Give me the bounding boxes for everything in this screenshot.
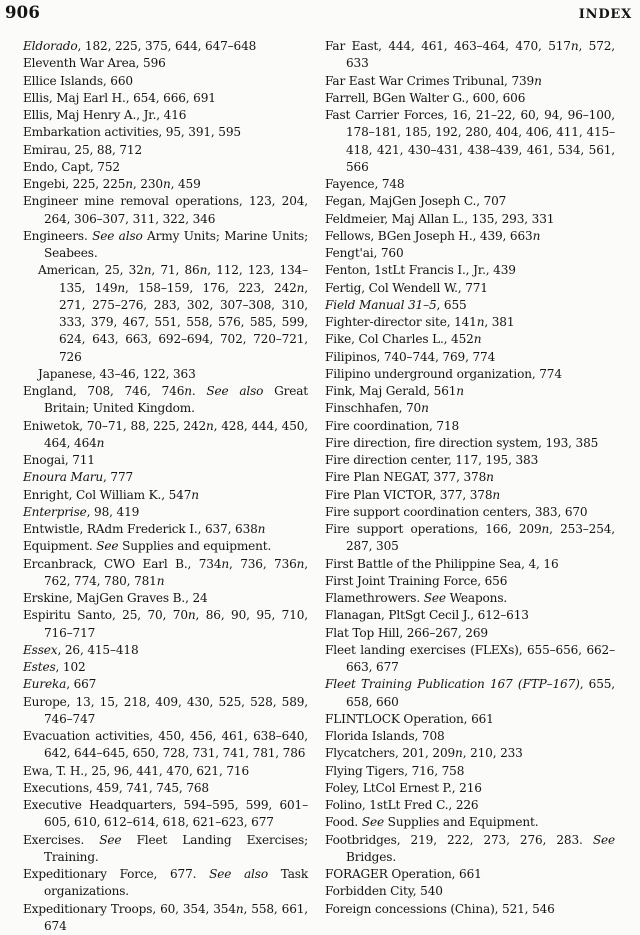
index-entry: Fire coordination, 718: [325, 418, 615, 435]
index-entry: Enright, Col William K., 547n: [23, 487, 308, 504]
index-entry: Filipinos, 740–744, 769, 774: [325, 349, 615, 366]
index-entry: Ellis, Maj Earl H., 654, 666, 691: [23, 90, 308, 107]
index-entry: Ellice Islands, 660: [23, 73, 308, 90]
index-entry: Fire direction, fire direction system, 193, 385: [325, 435, 615, 452]
index-entry: Eleventh War Area, 596: [23, 55, 308, 72]
page-header: [5, 3, 632, 27]
index-entry: Fast Carrier Forces, 16, 21–22, 60, 94, 96–100, 178–181, 185, 192, 280, 404, 406, 411, 415–418, 421, 430–431, 438–439, 461, 534, 561, 566: [325, 107, 615, 176]
index-entry: Ellis, Maj Henry A., Jr., 416: [23, 107, 308, 124]
index-entry: Fayence, 748: [325, 176, 615, 193]
index-entry: Finschhafen, 70n: [325, 400, 615, 417]
index-entry: Flying Tigers, 716, 758: [325, 763, 615, 780]
index-entry: Flamethrowers. See Weapons.: [325, 590, 615, 607]
index-entry: Fink, Maj Gerald, 561n: [325, 383, 615, 400]
index-entry: Enoura Maru, 777: [23, 469, 308, 486]
index-entry: Japanese, 43–46, 122, 363: [23, 366, 308, 383]
index-entry: Executions, 459, 741, 745, 768: [23, 780, 308, 797]
index-entry: Eldorado, 182, 225, 375, 644, 647–648: [23, 38, 308, 55]
index-entry: Fertig, Col Wendell W., 771: [325, 280, 615, 297]
index-entry: Ewa, T. H., 25, 96, 441, 470, 621, 716: [23, 763, 308, 780]
index-entry: Forbidden City, 540: [325, 883, 615, 900]
index-entry: Fellows, BGen Joseph H., 439, 663n: [325, 228, 615, 245]
index-entry: Fire support operations, 166, 209n, 253–254, 287, 305: [325, 521, 615, 556]
index-column-right: [325, 38, 615, 918]
index-entry: Emirau, 25, 88, 712: [23, 142, 308, 159]
index-entry: Field Manual 31–5, 655: [325, 297, 615, 314]
index-entry: Fike, Col Charles L., 452n: [325, 331, 615, 348]
index-entry: England, 708, 746, 746n. See also Great Britain; United Kingdom.: [23, 383, 308, 418]
index-entry: American, 25, 32n, 71, 86n, 112, 123, 134–135, 149n, 158–159, 176, 223, 242n, 271, 275–276, 283, 302, 307–308, 310, 333, 379, 467, 551, 558, 576, 585, 599, 624, 643, 663, 692–694, 702, 720–721, 726: [23, 262, 308, 366]
index-entry: Fighter-director site, 141n, 381: [325, 314, 615, 331]
index-entry: Europe, 13, 15, 218, 409, 430, 525, 528, 589, 746–747: [23, 694, 308, 729]
index-entry: Executive Headquarters, 594–595, 599, 601–605, 610, 612–614, 618, 621–623, 677: [23, 797, 308, 832]
index-entry: Florida Islands, 708: [325, 728, 615, 745]
index-entry: Embarkation activities, 95, 391, 595: [23, 124, 308, 141]
index-entry: Folino, 1stLt Fred C., 226: [325, 797, 615, 814]
index-entry: Espiritu Santo, 25, 70, 70n, 86, 90, 95, 710, 716–717: [23, 607, 308, 642]
index-entry: Far East, 444, 461, 463–464, 470, 517n, 572, 633: [325, 38, 615, 73]
index-entry: Food. See Supplies and Equipment.: [325, 814, 615, 831]
index-entry: First Joint Training Force, 656: [325, 573, 615, 590]
index-entry: Ercanbrack, CWO Earl B., 734n, 736, 736n, 762, 774, 780, 781n: [23, 556, 308, 591]
index-entry: Estes, 102: [23, 659, 308, 676]
index-entry: Fleet landing exercises (FLEXs), 655–656, 662–663, 677: [325, 642, 615, 677]
index-entry: Equipment. See Supplies and equipment.: [23, 538, 308, 555]
index-entry: Far East War Crimes Tribunal, 739n: [325, 73, 615, 90]
index-entry: Erskine, MajGen Graves B., 24: [23, 590, 308, 607]
index-entry: Fenton, 1stLt Francis I., Jr., 439: [325, 262, 615, 279]
index-entry: First Battle of the Philippine Sea, 4, 16: [325, 556, 615, 573]
index-entry: Engineers. See also Army Units; Marine Units; Seabees.: [23, 228, 308, 263]
index-column-left: [23, 38, 308, 935]
index-entry: Engineer mine removal operations, 123, 204, 264, 306–307, 311, 322, 346: [23, 193, 308, 228]
index-entry: FORAGER Operation, 661: [325, 866, 615, 883]
index-entry: Flanagan, PltSgt Cecil J., 612–613: [325, 607, 615, 624]
index-entry: Fengt'ai, 760: [325, 245, 615, 262]
index-entry: Flycatchers, 201, 209n, 210, 233: [325, 745, 615, 762]
section-title: INDEX: [579, 7, 632, 22]
index-entry: Filipino underground organization, 774: [325, 366, 615, 383]
index-entry: Foley, LtCol Ernest P., 216: [325, 780, 615, 797]
index-entry: Fegan, MajGen Joseph C., 707: [325, 193, 615, 210]
index-entry: Expeditionary Force, 677. See also Task organizations.: [23, 866, 308, 901]
index-entry: Enterprise, 98, 419: [23, 504, 308, 521]
index-entry: FLINTLOCK Operation, 661: [325, 711, 615, 728]
index-entry: Fire support coordination centers, 383, 670: [325, 504, 615, 521]
index-entry: Fire direction center, 117, 195, 383: [325, 452, 615, 469]
index-entry: Engebi, 225, 225n, 230n, 459: [23, 176, 308, 193]
index-entry: Eniwetok, 70–71, 88, 225, 242n, 428, 444, 450, 464, 464n: [23, 418, 308, 453]
index-entry: Expeditionary Troops, 60, 354, 354n, 558, 661, 674: [23, 901, 308, 935]
index-entry: Farrell, BGen Walter G., 600, 606: [325, 90, 615, 107]
index-entry: Evacuation activities, 450, 456, 461, 638–640, 642, 644–645, 650, 728, 731, 741, 781, 786: [23, 728, 308, 763]
index-entry: Fleet Training Publication 167 (FTP–167), 655, 658, 660: [325, 676, 615, 711]
index-entry: Fire Plan NEGAT, 377, 378n: [325, 469, 615, 486]
index-entry: Exercises. See Fleet Landing Exercises; Training.: [23, 832, 308, 867]
index-entry: Flat Top Hill, 266–267, 269: [325, 625, 615, 642]
index-entry: Foreign concessions (China), 521, 546: [325, 901, 615, 918]
page-number: 906: [5, 3, 40, 22]
index-entry: Enogai, 711: [23, 452, 308, 469]
index-entry: Fire Plan VICTOR, 377, 378n: [325, 487, 615, 504]
index-entry: Feldmeier, Maj Allan L., 135, 293, 331: [325, 211, 615, 228]
index-entry: Footbridges, 219, 222, 273, 276, 283. See Bridges.: [325, 832, 615, 867]
index-entry: Essex, 26, 415–418: [23, 642, 308, 659]
index-entry: Entwistle, RAdm Frederick I., 637, 638n: [23, 521, 308, 538]
index-entry: Eureka, 667: [23, 676, 308, 693]
index-entry: Endo, Capt, 752: [23, 159, 308, 176]
